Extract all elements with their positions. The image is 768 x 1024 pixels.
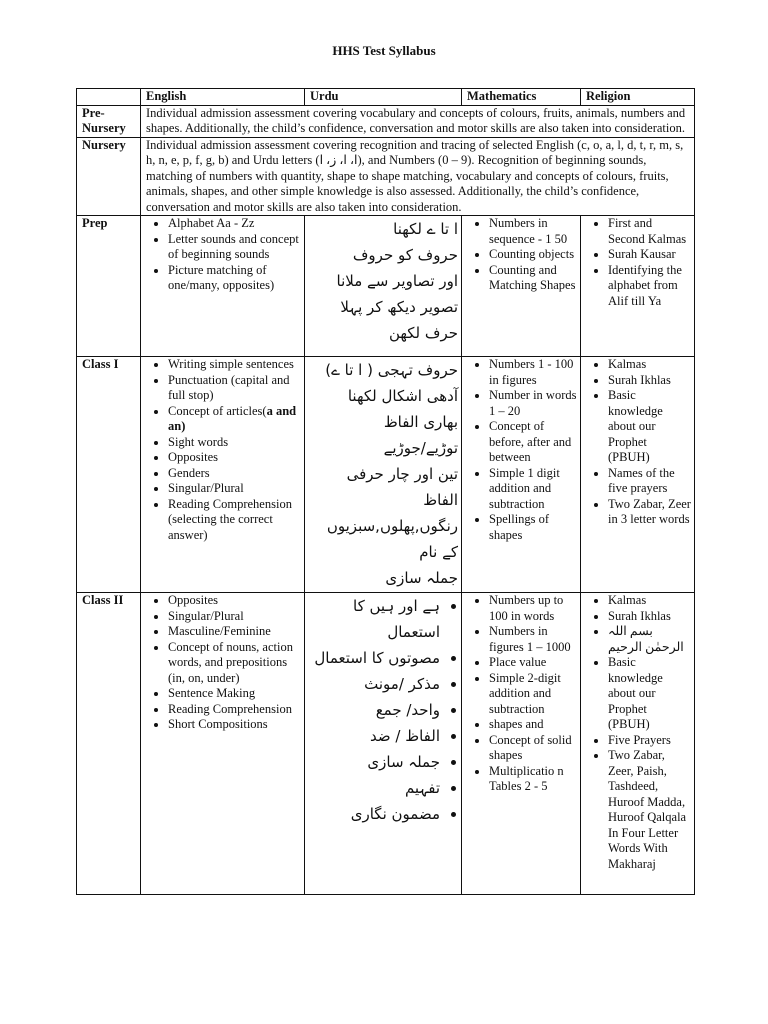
list-item: • Opposites [168,450,301,466]
list-item: • Picture matching of one/many, opposites) [168,263,301,294]
list-item: • Genders [168,466,301,482]
list-item: • Five Prayers [608,733,691,749]
list-item: • Multiplicatio n Tables 2 - 5 [489,764,577,795]
prep-urdu [305,216,462,357]
class2-urdu [305,593,462,895]
urdu-line: توڑیے/جوڑیے [383,439,458,457]
prep-math [462,216,581,357]
list-item: • جملہ سازی [310,749,440,775]
list-item: • Short Compositions [168,717,301,733]
label-nursery: Nursery [77,137,141,216]
urdu-line: ا تا ے لکھنا [393,220,458,238]
urdu-line: آدھی اشکال لکھنا [347,387,458,405]
list-item: • Two Zabar, Zeer in 3 letter words [608,497,691,528]
list-item: • Singular/Plural [168,609,301,625]
list-item: • Simple 2-digit addition and subtraction [489,671,577,718]
list-item: • Opposites [168,593,301,609]
syllabus-table [76,88,695,895]
urdu-line: اور تصاویر سے ملانا [336,272,458,290]
class2-math [462,593,581,895]
list-item: • Singular/Plural [168,481,301,497]
list-item: • shapes and [489,717,577,733]
urdu-line: تین اور چار حرفی الفاظ [346,465,458,509]
header-mathematics: Mathematics [462,89,581,106]
list-item: • Kalmas [608,357,691,373]
header-urdu: Urdu [305,89,462,106]
row-nursery [77,137,695,216]
list-item: • Reading Comprehension [168,702,301,718]
list-item: • Numbers in figures 1 – 1000 [489,624,577,655]
header-religion: Religion [581,89,695,106]
list-item: • Simple 1 digit addition and subtraction [489,466,577,513]
list-item: • Sentence Making [168,686,301,702]
list-item: • Two Zabar, Zeer, Paish, Tashdeed, Huroof Madda, Huroof Qalqala In Four Letter Words With Makharaj [608,748,691,872]
list-item: • Sight words [168,435,301,451]
list-item: • First and Second Kalmas [608,216,691,247]
urdu-line: حرف لکھن [388,324,458,342]
list-item: • Numbers in sequence - 1 50 [489,216,577,247]
urdu-line: تصویر دیکھ کر پہلا [340,298,458,316]
list-item: • مذکر /مونث [310,671,440,697]
list-item: • Writing simple sentences [168,357,301,373]
list-item: • Punctuation (capital and full stop) [168,373,301,404]
row-prep [77,216,695,357]
list-item: • Surah Ikhlas [608,373,691,389]
list-item: • Number in words 1 – 20 [489,388,577,419]
page-title: HHS Test Syllabus [332,43,436,58]
pre-nursery-text: Individual admission assessment covering vocabulary and concepts of colours, fruits, animals, numbers and shapes. Additionally, the child’s confidence, conversation and motor skills are also taken into consideration. [141,105,695,137]
list-item: • Reading Comprehension (selecting the correct answer) [168,497,301,544]
row-class-1 [77,357,695,593]
list-item: • واحد/ جمع [310,697,440,723]
list-item: • Surah Kausar [608,247,691,263]
list-item: • Spellings of shapes [489,512,577,543]
row-pre-nursery [77,105,695,137]
list-item: • مصوتوں کا استعمال [310,645,440,671]
urdu-line: رنگوں,پھلوں,سبزیوں کے نام [326,517,458,561]
list-item: • Concept of before, after and between [489,419,577,466]
label-class-1: Class I [77,357,141,593]
list-item: • Numbers 1 - 100 in figures [489,357,577,388]
list-item: • تفہیم [310,775,440,801]
list-item: • Letter sounds and concept of beginning sounds [168,232,301,263]
label-prep: Prep [77,216,141,357]
list-item: • بسم اللہ الرحمٰن الرحیم [608,624,691,655]
list-item: • Basic knowledge about our Prophet (PBUH) [608,655,691,733]
list-item: • Counting objects [489,247,577,263]
list-item: • Concept of articles(a and an) [168,404,301,435]
list-item: • Alphabet Aa - Zz [168,216,301,232]
list-item: • Place value [489,655,577,671]
list-item: • Surah Ikhlas [608,609,691,625]
label-class-2: Class II [77,593,141,895]
prep-religion [581,216,695,357]
class1-english [141,357,305,593]
urdu-line: بھاری الفاظ [383,413,458,431]
list-item: • مضمون نگاری [310,801,440,827]
list-item: • Basic knowledge about our Prophet (PBUH) [608,388,691,466]
list-item: • Numbers up to 100 in words [489,593,577,624]
list-item: • Counting and Matching Shapes [489,263,577,294]
nursery-text: Individual admission assessment covering recognition and tracing of selected English (c, o, a, l, d, t, r, m, s, h, n, e, p, f, g, b) and Urdu letters (ا، ا، ز، ا), and Numbers (0 – 9). Recognition of beginning sounds, matching of numbers with quantity, shape to shape matching, vocabulary and concepts of colours, fruits, animals, shapes, and other simple knowledge is also assessed. Additionally, the child’s confidence, conversation and motor skills are also taken into consideration. [141,137,695,216]
header-english: English [141,89,305,106]
list-item: • الفاظ / ضد [310,723,440,749]
urdu-line: حروف کو حروف [352,246,458,264]
class1-urdu [305,357,462,593]
list-item: • Concept of solid shapes [489,733,577,764]
prep-english [141,216,305,357]
class1-math [462,357,581,593]
header-blank [77,89,141,106]
class2-religion [581,593,695,895]
class1-religion [581,357,695,593]
urdu-line: جملہ سازی [385,569,458,587]
class2-english [141,593,305,895]
row-class-2 [77,593,695,895]
urdu-line: حروف تہجی ( ا تا ے) [325,361,458,379]
label-pre-nursery: Pre- Nursery [77,105,141,137]
list-item: • Masculine/Feminine [168,624,301,640]
header-row [77,89,695,106]
list-item: • Concept of nouns, action words, and prepositions (in, on, under) [168,640,301,687]
list-item: • Identifying the alphabet from Alif till Ya [608,263,691,310]
list-item: • ہے اور ہیں کا استعمال [310,593,440,645]
list-item: • Names of the five prayers [608,466,691,497]
list-item: • Kalmas [608,593,691,609]
